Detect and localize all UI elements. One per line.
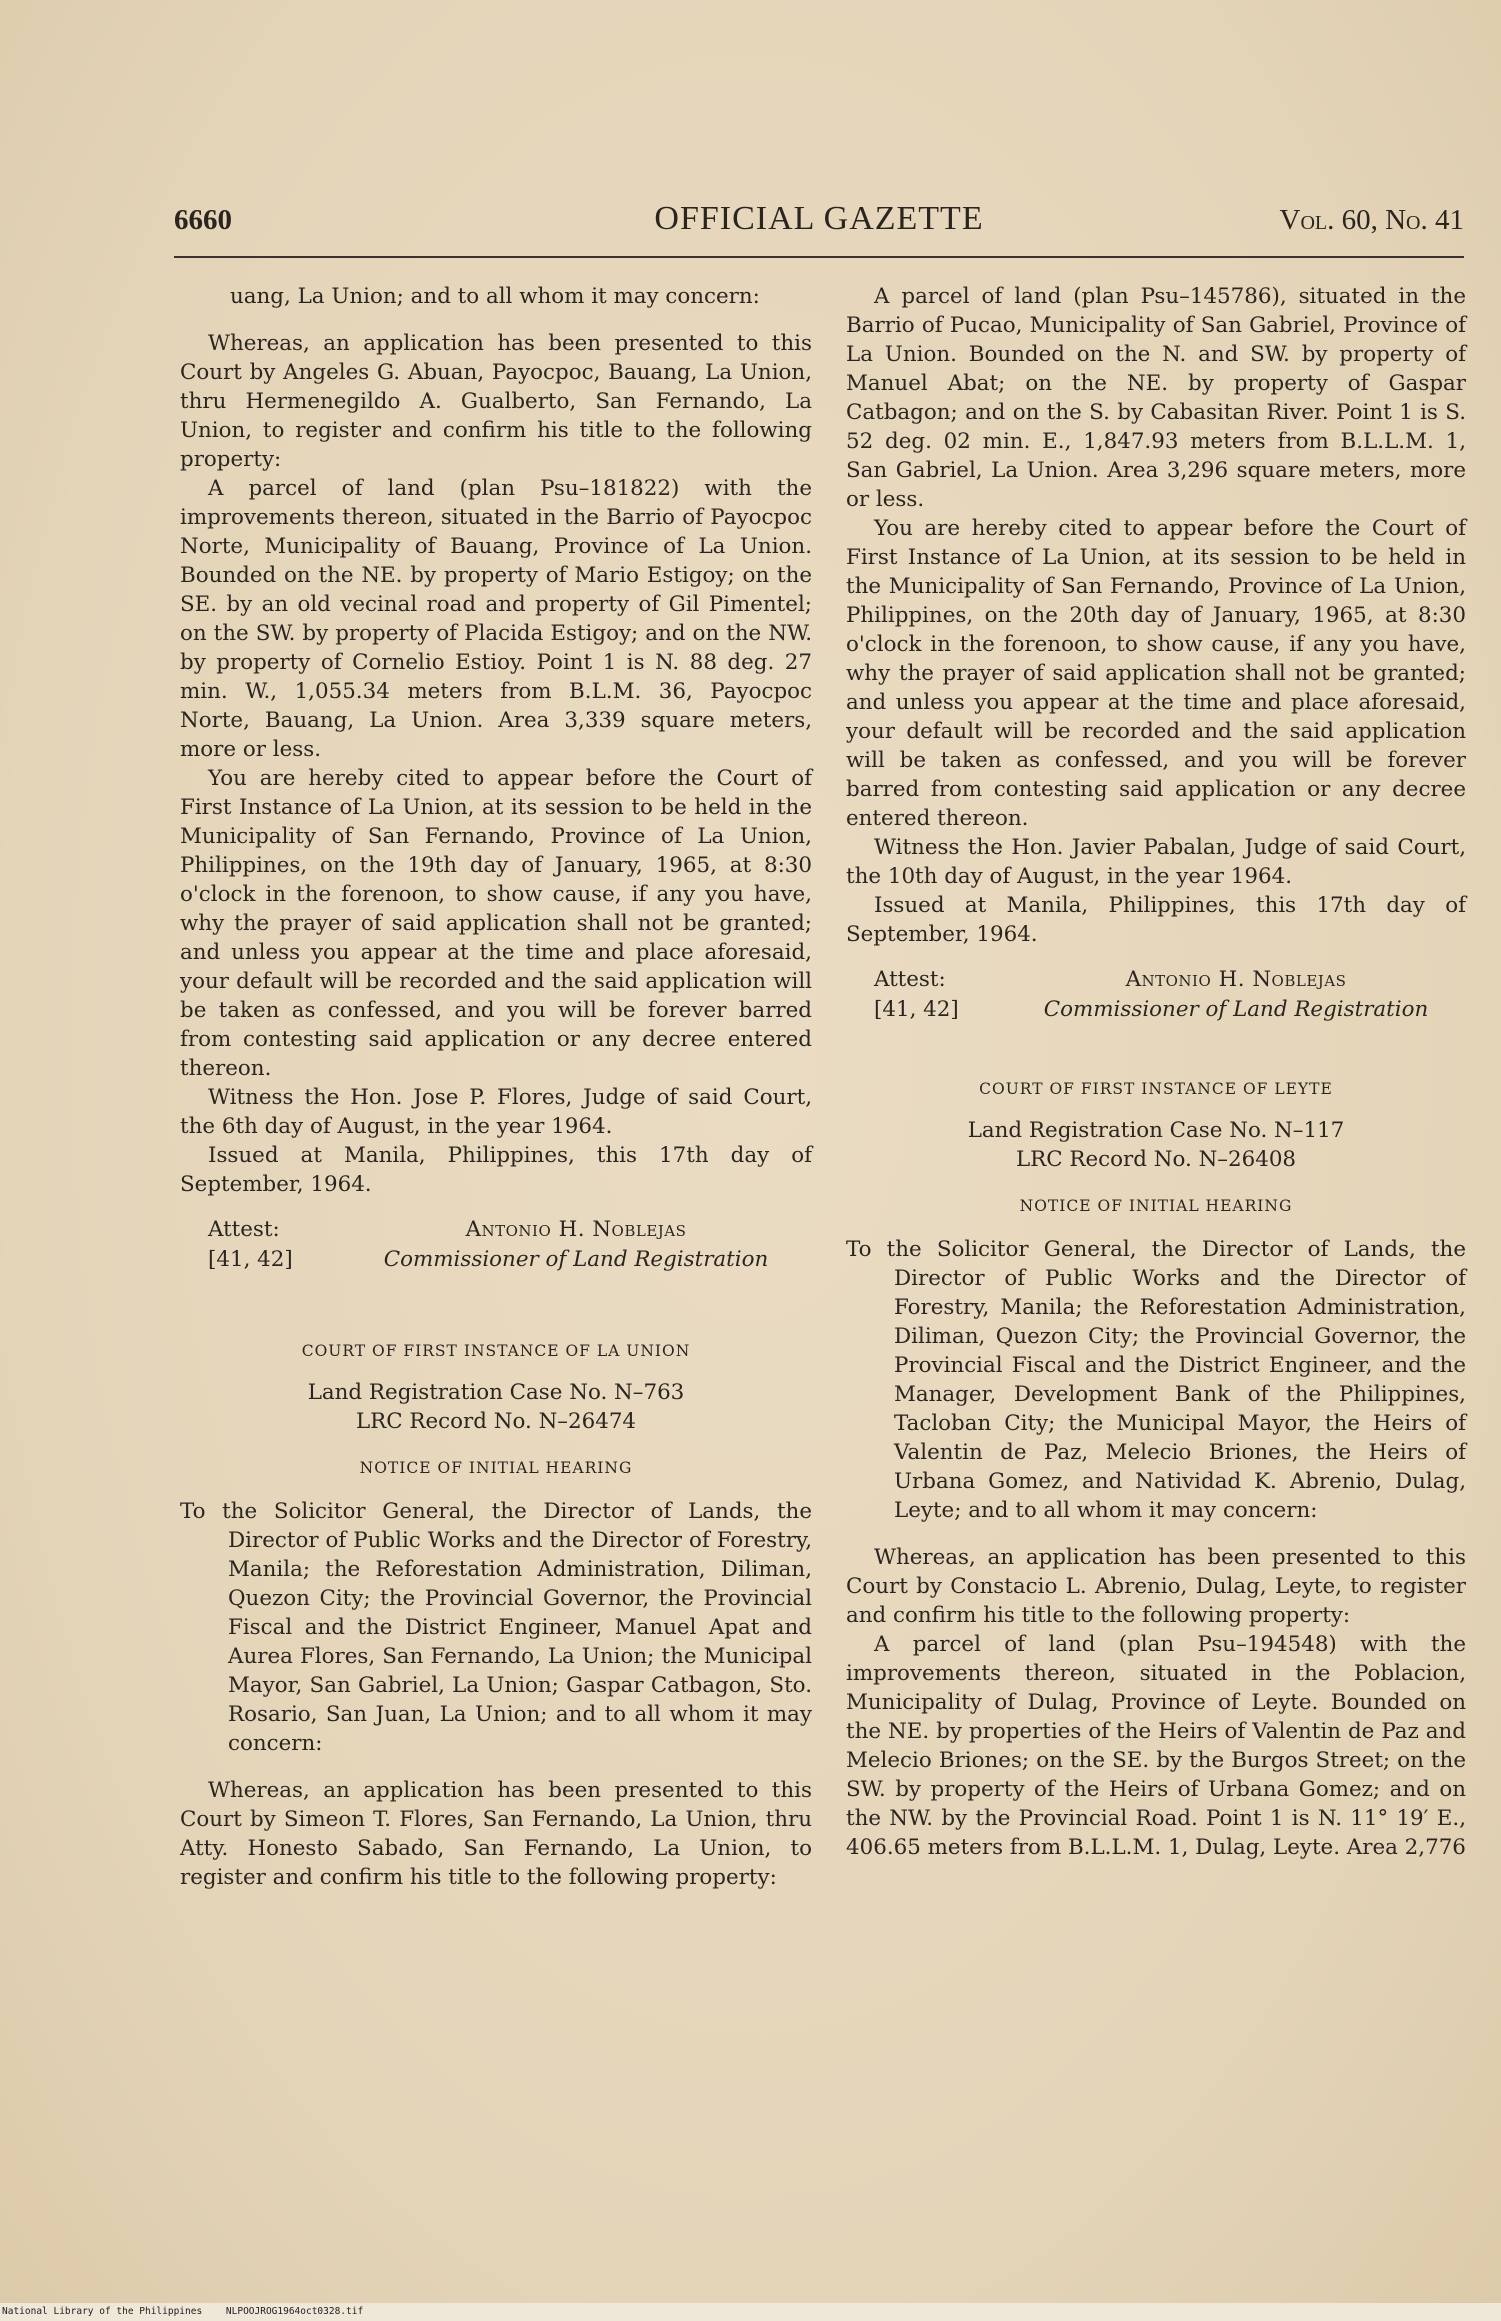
publication-title: OFFICIAL GAZETTE bbox=[654, 200, 984, 237]
footer-library: National Library of the Philippines bbox=[2, 2306, 203, 2317]
left-case-number: Land Registration Case No. N–763 bbox=[307, 1380, 685, 1405]
right-attest-title: Commissioner of Land Registration bbox=[1043, 997, 1429, 1022]
left-paragraph-6: Issued at Manila, Philippines, this 17th day of September, 1964. bbox=[180, 1143, 812, 1197]
right-attest-signatory: Antonio H. Noblejas bbox=[1125, 967, 1347, 992]
left-paragraph-2: Whereas, an application has been presented to this Court by Angeles G. Abuan, Payocpoc, Bauang, La Union, thru Hermenegildo A. Gualberto, San Fernando, La Union, to register and confirm his title to the following property: bbox=[180, 331, 812, 472]
left-column bbox=[180, 282, 812, 1892]
left-addressees: To the Solicitor General, the Director of Lands, the Director of Public Works and the Director of Forestry, Manila; the Reforestation Administration, Diliman, Quezon City; the Provincial Governor, the Provincial Fiscal and the District Engineer, Manuel Apat and Aurea Flores, San Fernando, La Union; the Municipal Mayor, San Gabriel, La Union; Gaspar Catbagon, Sto. Rosario, San Juan, La Union; and to all whom it may concern: bbox=[180, 1499, 812, 1756]
left-paragraph-3: A parcel of land (plan Psu–181822) with the improvements thereon, situated in the Barrio of Payocpoc Norte, Municipality of Bauang, Province of La Union. Bounded on the NE. by property of Mario Estigoy; on the SE. by an old vecinal road and property of Gil Pimentel; on the SW. by property of Placida Estigoy; and on the NW. by property of Cornelio Estioy. Point 1 is N. 88 deg. 27 min. W., 1,055.34 meters from B.L.M. 36, Payocpoc Norte, Bauang, La Union. Area 3,339 square meters, more or less. bbox=[180, 476, 812, 762]
right-notice-heading: NOTICE OF INITIAL HEARING bbox=[1019, 1197, 1293, 1215]
right-attest-label: Attest: bbox=[874, 967, 946, 992]
right-column bbox=[846, 282, 1466, 1862]
right-paragraph-1: A parcel of land (plan Psu–145786), situated in the Barrio of Pucao, Municipality of San Gabriel, Province of La Union. Bounded on the N. and SW. by property of Manuel Abat; on the NE. by property of Gaspar Catbagon; and on the S. by Cabasitan River. Point 1 is S. 52 deg. 02 min. E., 1,847.93 meters from B.L.L.M. 1, San Gabriel, La Union. Area 3,296 square meters, more or less. bbox=[846, 284, 1466, 512]
right-attest-issue: [41, 42] bbox=[874, 997, 959, 1022]
page-header bbox=[174, 200, 1464, 250]
footer-filename: NLPOOJROG1964oct0328.tif bbox=[225, 2306, 364, 2317]
left-record-number: LRC Record No. N–26474 bbox=[355, 1409, 637, 1434]
right-paragraph-4: Issued at Manila, Philippines, this 17th day of September, 1964. bbox=[846, 893, 1466, 947]
right-record-number: LRC Record No. N–26408 bbox=[1015, 1147, 1297, 1172]
right-paragraph-5: Whereas, an application has been presented to this Court by Constacio L. Abrenio, Dulag, Leyte, to register and confirm his title to the following property: bbox=[846, 1545, 1466, 1628]
left-attest-block bbox=[180, 1215, 812, 1275]
left-attest-label: Attest: bbox=[208, 1217, 280, 1242]
volume-number: Vol. 60, No. 41 bbox=[1279, 204, 1464, 236]
scan-footer bbox=[2, 2306, 1492, 2320]
left-paragraph-4: You are hereby cited to appear before the Court of First Instance of La Union, at its session to be held in the Municipality of San Fernando, Province of La Union, Philippines, on the 19th day of January, 1965, at 8:30 o'clock in the forenoon, to show cause, if any you have, why the prayer of said application shall not be granted; and unless you appear at the time and place aforesaid, your default will be recorded and the said application will be taken as confessed, and you will be forever barred from contesting said application or any decree entered thereon. bbox=[180, 766, 812, 1081]
right-addressees: To the Solicitor General, the Director of Lands, the Director of Public Works and the Director of Forestry, Manila; the Reforestation Administration, Diliman, Quezon City; the Provincial Governor, the Provincial Fiscal and the District Engineer, and the Manager, Development Bank of the Philippines, Tacloban City; the Municipal Mayor, the Heirs of Valentin de Paz, Melecio Briones, the Heirs of Urbana Gomez, and Natividad K. Abrenio, Dulag, Leyte; and to all whom it may concern: bbox=[846, 1237, 1466, 1523]
left-paragraph-7: Whereas, an application has been presented to this Court by Simeon T. Flores, San Fernando, La Union, thru Atty. Honesto Sabado, San Fernando, La Union, to register and confirm his title to the following property: bbox=[180, 1778, 812, 1890]
right-paragraph-3: Witness the Hon. Javier Pabalan, Judge of said Court, the 10th day of August, in the year 1964. bbox=[846, 835, 1466, 889]
right-paragraph-6: A parcel of land (plan Psu–194548) with the improvements thereon, situated in the Poblacion, Municipality of Dulag, Province of Leyte. Bounded on the NE. by properties of the Heirs of Valentin de Paz and Melecio Briones; on the SE. by the Burgos Street; on the SW. by property of the Heirs of Urbana Gomez; and on the NW. by the Provincial Road. Point 1 is N. 11° 19′ E., 406.65 meters from B.L.L.M. 1, Dulag, Leyte. Area 2,776 bbox=[846, 1632, 1466, 1860]
right-paragraph-2: You are hereby cited to appear before the Court of First Instance of La Union, at its session to be held in the Municipality of San Fernando, Province of La Union, Philippines, on the 20th day of January, 1965, at 8:30 o'clock in the forenoon, to show cause, if any you have, why the prayer of said application shall not be granted; and unless you appear at the time and place aforesaid, your default will be recorded and the said application will be taken as confessed, and you will be forever barred from contesting said application or any decree entered thereon. bbox=[846, 516, 1466, 831]
left-paragraph-1: uang, La Union; and to all whom it may concern: bbox=[230, 284, 760, 309]
left-paragraph-5: Witness the Hon. Jose P. Flores, Judge of said Court, the 6th day of August, in the year 1964. bbox=[180, 1085, 812, 1139]
right-case-number: Land Registration Case No. N–117 bbox=[967, 1118, 1345, 1143]
left-attest-title: Commissioner of Land Registration bbox=[383, 1247, 769, 1272]
header-rule bbox=[174, 256, 1464, 258]
left-court-heading: COURT OF FIRST INSTANCE OF LA UNION bbox=[301, 1342, 691, 1360]
right-court-heading: COURT OF FIRST INSTANCE OF LEYTE bbox=[979, 1080, 1333, 1098]
right-attest-block bbox=[846, 965, 1466, 1025]
left-attest-signatory: Antonio H. Noblejas bbox=[465, 1217, 687, 1242]
left-attest-issue: [41, 42] bbox=[208, 1247, 293, 1272]
left-notice-heading: NOTICE OF INITIAL HEARING bbox=[359, 1459, 633, 1477]
page-number: 6660 bbox=[174, 204, 232, 236]
